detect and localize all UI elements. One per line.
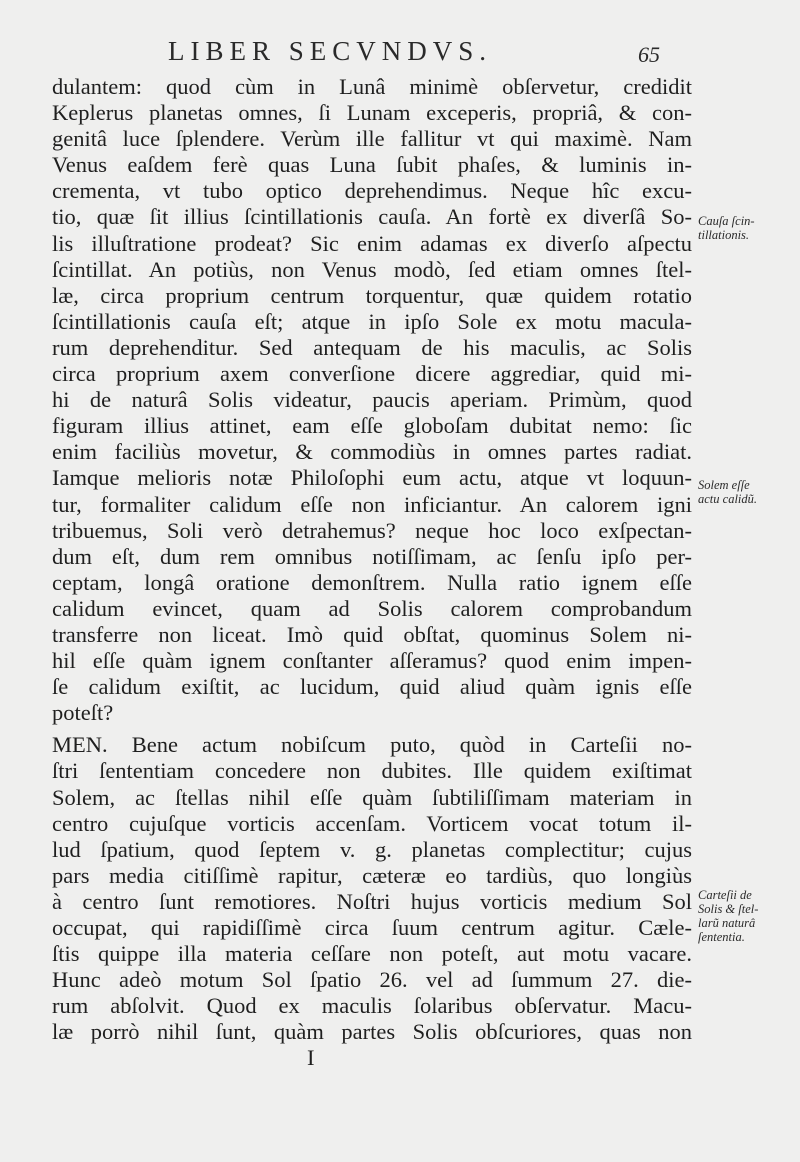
text-line: à centro ſunt remotiores. Noſtri hujus vorticis medium Sol — [52, 888, 692, 914]
margin-note-line: Cauſa ſcin- — [698, 214, 755, 228]
margin-note-line: actu calidũ. — [698, 492, 758, 506]
text-line: occupat, qui rapidiſſimè circa ſuum centrum agitur. Cæle- — [52, 915, 692, 940]
text-line: dum eſt, dum rem omnibus notiſſimam, ac ſenſu ipſo per- — [52, 543, 692, 569]
margin-note-scintillation — [698, 214, 798, 242]
text-line: ſtri ſententiam concedere non dubites. Ille quidem exiſtimat — [52, 758, 692, 784]
text-line: rum deprehenditur. Sed antequam de his maculis, ac Solis — [52, 334, 692, 360]
margin-note-line: tillationis. — [698, 228, 750, 242]
text-line: rum abſolvit. Quod ex maculis ſolaribus obſervatur. Macu- — [52, 993, 692, 1019]
text-line: lud ſpatium, quod ſeptem v. g. planetas complectitur; cujus — [52, 836, 692, 862]
text-line: Hunc adeò motum Sol ſpatio 26. vel ad ſummum 27. die- — [52, 967, 692, 993]
page-header — [0, 36, 800, 76]
text-line: centro cujuſque vorticis accenſam. Vorticem vocat totum il- — [52, 810, 692, 836]
text-line: ſcintillat. An potiùs, non Venus modò, ſed etiam omnes ſtel- — [52, 256, 692, 282]
text-line: hil eſſe quàm ignem conſtanter aſſeramus? quod enim impen- — [52, 648, 692, 674]
text-line: calidum evincet, quam ad Solis calorem comprobandum — [52, 595, 692, 621]
catchword: I — [307, 1045, 315, 1071]
margin-note-line: ſententia. — [698, 930, 745, 944]
text-line: ceptam, longâ oratione demonſtrem. Nulla ratio ignem eſſe — [52, 569, 692, 595]
margin-note-line: Solem eſſe — [698, 478, 750, 492]
text-line: Solem, ac ſtellas nihil eſſe quàm ſubtiliſſimam materiam in — [52, 784, 692, 810]
text-line: læ porrò nihil ſunt, quàm partes Solis obſcuriores, quas non — [52, 1019, 692, 1045]
text-line: tribuemus, Soli verò detrahemus? neque hoc loco exſpectan- — [52, 517, 692, 543]
text-line: pars media citiſſimè rapitur, cæteræ eo tardiùs, quo longiùs — [52, 862, 692, 888]
page-number: 65 — [638, 42, 660, 67]
text-line: hi de naturâ Solis videatur, paucis aperiam. Primùm, quod — [52, 387, 692, 413]
text-line: circa proprium axem converſione dicere aggrediar, quid mi- — [52, 361, 692, 387]
margin-note-line: Solis & ſtel- — [698, 902, 759, 916]
text-line: tur, formaliter calidum eſſe non inficiantur. An calorem igni — [52, 491, 692, 517]
text-line: figuram illius attinet, eam eſſe globoſam dubitat nemo: ſic — [52, 413, 692, 439]
margin-note-sun-hot — [698, 478, 798, 506]
text-line: Keplerus planetas omnes, ſi Lunam exceperis, propriâ, & con- — [52, 100, 692, 126]
paragraph-1 — [52, 74, 692, 726]
text-line: ſe calidum exiſtit, ac lucidum, quid aliud quàm ignis eſſe — [52, 674, 692, 700]
margin-note-line: Carteſii de — [698, 888, 752, 902]
text-line: enim faciliùs movetur, & commodiùs in omnes partes radiat. — [52, 439, 692, 465]
text-line: lis illuſtratione prodeat? Sic enim adamas ex diverſo aſpectu — [52, 230, 692, 256]
text-line: crementa, vt tubo optico deprehendimus. Neque hîc excu- — [52, 178, 692, 204]
text-line: Iamque melioris notæ Philoſophi eum actu, atque vt loquun- — [52, 465, 692, 491]
text-line: læ, circa proprium centrum torquentur, quæ quidem rotatio — [52, 282, 692, 308]
text-line: ſcintillationis cauſa eſt; atque in ipſo Sole ex motu macula- — [52, 308, 692, 334]
text-line: genitâ luce ſplendere. Verùm ille fallitur vt qui maximè. Nam — [52, 126, 692, 152]
text-line: dulantem: quod cùm in Lunâ minimè obſervetur, credidit — [52, 74, 692, 99]
text-line: ſtis quippe illa materia ceſſare non poteſt, aut motu vacare. — [52, 941, 692, 967]
text-line: transferre non liceat. Imò quid obſtat, quominus Solem ni- — [52, 621, 692, 647]
paragraph-2 — [52, 732, 692, 1045]
margin-note-descartes — [698, 888, 798, 944]
running-head: LIBER SECVNDVS. — [168, 36, 493, 66]
text-line: Venus eaſdem ferè quas Luna ſubit phaſes, & luminis in- — [52, 152, 692, 178]
text-line: poteſt? — [52, 700, 114, 726]
text-line: tio, quæ ſit illius ſcintillationis cauſa. An fortè ex diverſâ So- — [52, 204, 692, 230]
margin-note-line: larũ naturâ — [698, 916, 756, 930]
main-text-block — [52, 74, 692, 1072]
text-line: MEN. Bene actum nobiſcum puto, quòd in Carteſii no- — [52, 732, 692, 758]
